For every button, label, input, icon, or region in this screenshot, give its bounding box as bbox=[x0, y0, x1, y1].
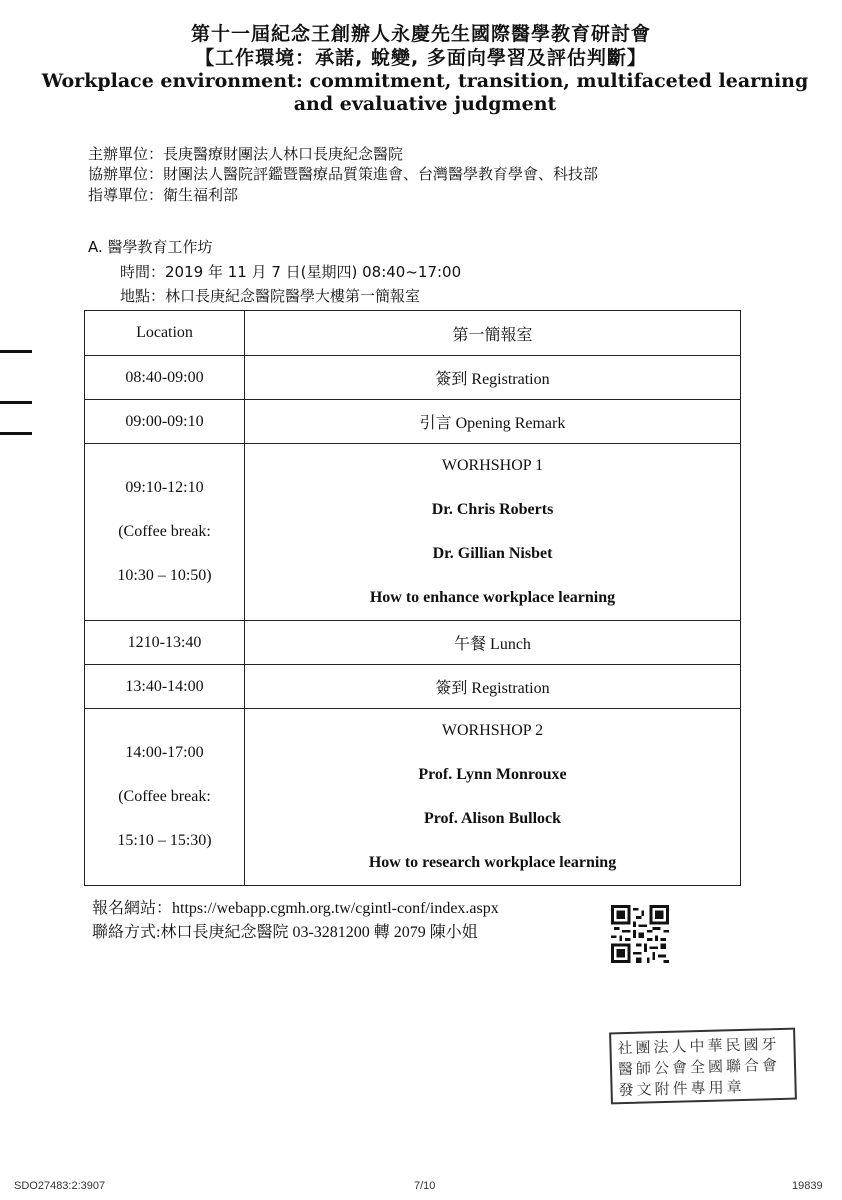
time-range: 14:00-17:00 bbox=[125, 744, 204, 761]
row-time-block bbox=[85, 709, 245, 886]
stamp-line: 社團法人中華民國牙 bbox=[617, 1034, 780, 1058]
table-row bbox=[85, 621, 741, 665]
organizer-co: 協辦單位：財團法人醫院評鑑暨醫療品質策進會、台灣醫學教育學會、科技部 bbox=[88, 165, 599, 183]
title-zh-line2: 【工作環境：承諾, 蛻變, 多面向學習及評估判斷】 bbox=[195, 47, 647, 69]
table-header-row bbox=[85, 311, 741, 356]
page-title-english: Workplace environment: commitment, transition, multifaceted learning and evaluative judgment bbox=[41, 70, 809, 115]
table-row-workshop bbox=[85, 709, 741, 886]
workshop-speaker: Dr. Gillian Nisbet bbox=[432, 545, 553, 562]
row-time: 13:40-14:00 bbox=[85, 665, 245, 709]
contact-info: 聯絡方式:林口長庚紀念醫院 03-3281200 轉 2079 陳小姐 bbox=[92, 924, 478, 941]
table-row bbox=[85, 665, 741, 709]
row-time: 1210-13:40 bbox=[85, 621, 245, 665]
footer-page-number: 7/10 bbox=[414, 1180, 436, 1192]
margin-mark bbox=[0, 350, 32, 353]
stamp-line: 醫師公會全國聯合會 bbox=[617, 1055, 781, 1079]
schedule-table bbox=[84, 310, 741, 886]
coffee-break-label: (Coffee break: bbox=[118, 788, 211, 805]
margin-mark bbox=[0, 432, 32, 435]
row-event: 簽到 Registration bbox=[245, 665, 741, 709]
coffee-break-label: (Coffee break: bbox=[118, 523, 211, 540]
section-time: 時間：2019 年 11 月 7 日(星期四) 08:40~17:00 bbox=[120, 263, 462, 281]
row-event: 午餐 Lunch bbox=[245, 621, 741, 665]
section-heading: A. 醫學教育工作坊 bbox=[88, 238, 213, 256]
row-time: 09:00-09:10 bbox=[85, 400, 245, 444]
footer-doc-id: SDO27483:2:3907 bbox=[14, 1180, 106, 1192]
margin-mark bbox=[0, 401, 32, 404]
header-location: Location bbox=[85, 311, 245, 356]
workshop-speaker: Prof. Alison Bullock bbox=[423, 810, 562, 827]
footer-ref-number: 19839 bbox=[792, 1180, 823, 1192]
row-time: 08:40-09:00 bbox=[85, 356, 245, 400]
table-row bbox=[85, 400, 741, 444]
organizer-guide: 指導單位：衛生福利部 bbox=[88, 186, 239, 204]
coffee-break-time: 10:30 – 10:50) bbox=[117, 567, 212, 584]
official-stamp bbox=[609, 1028, 797, 1105]
table-row bbox=[85, 356, 741, 400]
title-zh-line1: 第十一屆紀念王創辦人永慶先生國際醫學教育研討會 bbox=[190, 23, 651, 45]
coffee-break-time: 15:10 – 15:30) bbox=[117, 832, 212, 849]
table-row-workshop bbox=[85, 444, 741, 621]
workshop-topic: How to enhance workplace learning bbox=[369, 589, 616, 606]
workshop-block bbox=[245, 709, 741, 886]
workshop-speaker: Dr. Chris Roberts bbox=[431, 501, 554, 518]
stamp-line: 發文附件專用章 bbox=[618, 1077, 745, 1100]
workshop-topic: How to research workplace learning bbox=[368, 854, 617, 871]
section-place: 地點：林口長庚紀念醫院醫學大樓第一簡報室 bbox=[120, 287, 421, 305]
header-room: 第一簡報室 bbox=[245, 311, 741, 356]
row-event: 引言 Opening Remark bbox=[245, 400, 741, 444]
workshop-title: WORHSHOP 2 bbox=[441, 722, 544, 739]
row-time-block bbox=[85, 444, 245, 621]
workshop-speaker: Prof. Lynn Monrouxe bbox=[418, 766, 567, 783]
workshop-block bbox=[245, 444, 741, 621]
time-range: 09:10-12:10 bbox=[125, 479, 204, 496]
page-title-chinese bbox=[0, 22, 842, 70]
organizer-host: 主辦單位：長庚醫療財團法人林口長庚紀念醫院 bbox=[88, 145, 404, 163]
workshop-title: WORHSHOP 1 bbox=[441, 457, 544, 474]
qr-code-icon bbox=[611, 905, 669, 963]
registration-url: 報名網站：https://webapp.cgmh.org.tw/cgintl-conf/index.aspx bbox=[92, 900, 499, 917]
row-event: 簽到 Registration bbox=[245, 356, 741, 400]
